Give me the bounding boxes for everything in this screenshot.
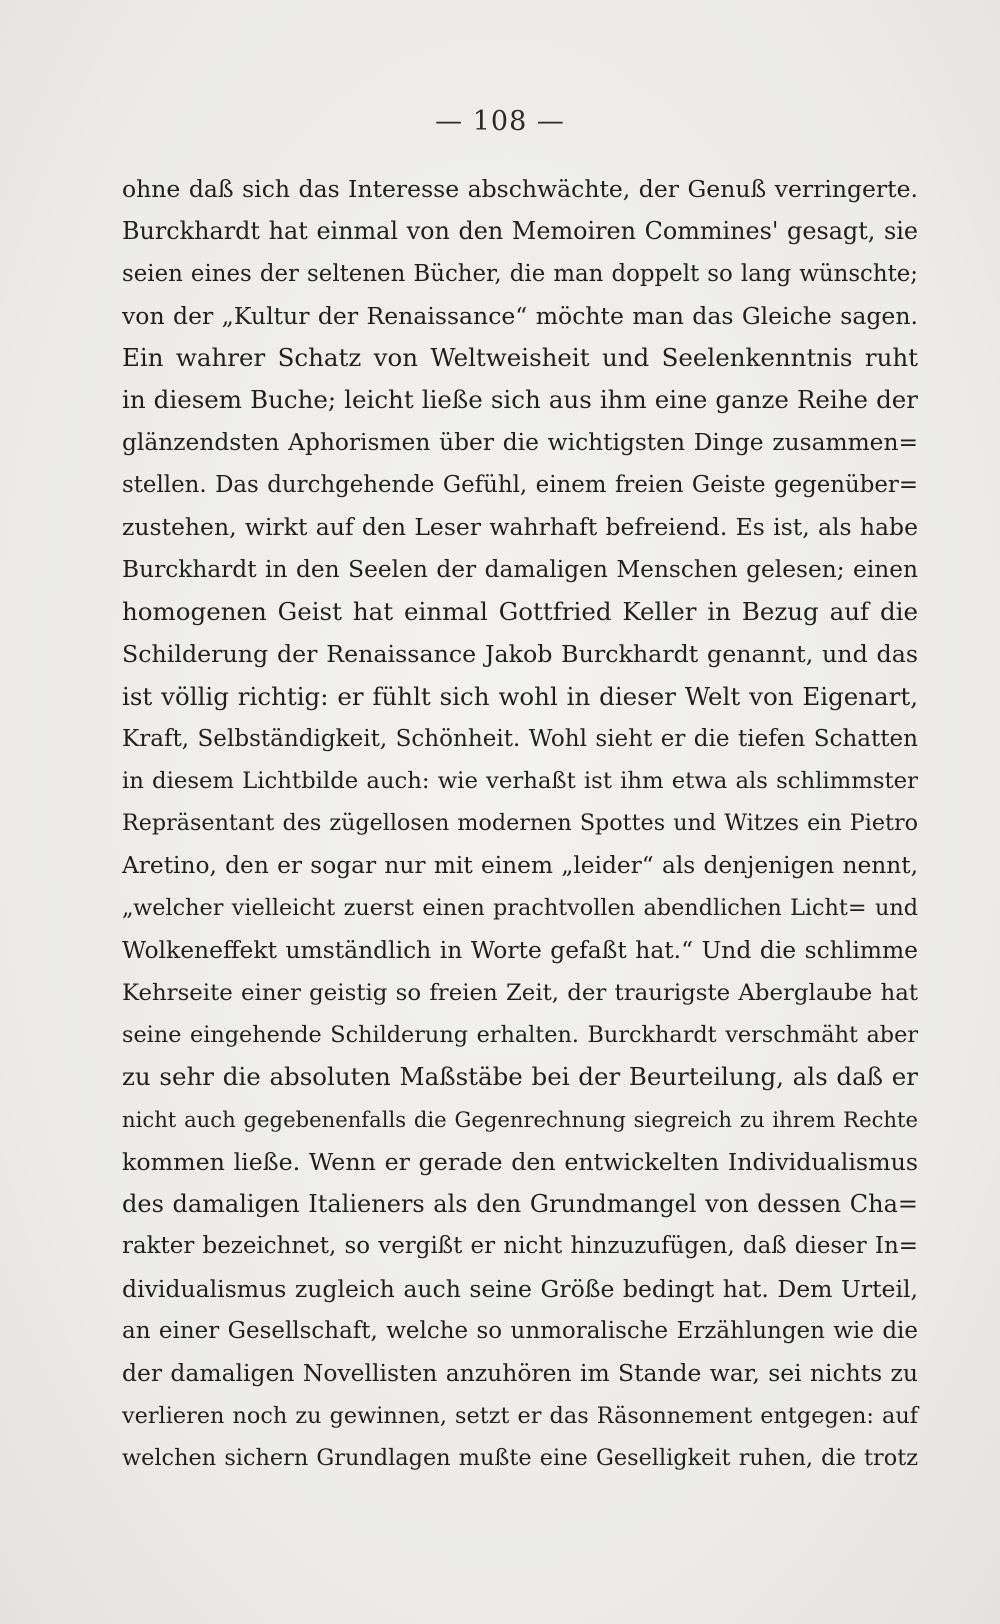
text-line: Schilderung der Renaissance Jakob Burckhardt genannt, und das bbox=[122, 640, 918, 669]
text-line: Burckhardt in den Seelen der damaligen Menschen gelesen; einen bbox=[122, 555, 918, 583]
text-line: Repräsentant des zügellosen modernen Spottes und Witzes ein Pietro bbox=[122, 810, 918, 837]
text-line: in diesem Lichtbilde auch: wie verhaßt ist ihm etwa als schlimmster bbox=[122, 768, 918, 795]
text-line: Aretino, den er sogar nur mit einem „leider“ als denjenigen nennt, bbox=[122, 851, 918, 879]
text-line: Kraft, Selbständigkeit, Schönheit. Wohl sieht er die tiefen Schatten bbox=[122, 725, 918, 752]
text-line: seien eines der seltenen Bücher, die man doppelt so lang wünschte; bbox=[122, 260, 918, 287]
text-line: Burckhardt hat einmal von den Memoiren Commines' gesagt, sie bbox=[122, 217, 918, 246]
text-line: „welcher vielleicht zuerst einen prachtvollen abendlichen Licht= und bbox=[122, 895, 918, 922]
text-line: Wolkeneffekt umständlich in Worte gefaßt hat.“ Und die schlimme bbox=[122, 936, 918, 965]
page-number: — 108 — bbox=[435, 106, 565, 137]
text-line: verlieren noch zu gewinnen, setzt er das Räsonnement entgegen: auf bbox=[122, 1402, 918, 1429]
text-line: dividualismus zugleich auch seine Größe bedingt hat. Dem Urteil, bbox=[122, 1274, 918, 1303]
text-line: homogenen Geist hat einmal Gottfried Keller in Bezug auf die bbox=[122, 596, 918, 626]
text-line: in diesem Buche; leicht ließe sich aus ihm eine ganze Reihe der bbox=[122, 385, 918, 415]
text-line: von der „Kultur der Renaissance“ möchte man das Gleiche sagen. bbox=[122, 301, 918, 330]
text-line: des damaligen Italieners als den Grundmangel von dessen Cha= bbox=[122, 1190, 918, 1219]
text-line: Ein wahrer Schatz von Weltweisheit und Seelenkenntnis ruht bbox=[122, 343, 918, 373]
text-line: kommen ließe. Wenn er gerade den entwickelten Individualismus bbox=[122, 1147, 918, 1176]
text-line: seine eingehende Schilderung erhalten. Burckhardt verschmäht aber bbox=[122, 1021, 918, 1048]
text-line: der damaligen Novellisten anzuhören im Stande war, sei nichts zu bbox=[122, 1359, 918, 1388]
text-line: zustehen, wirkt auf den Leser wahrhaft befreiend. Es ist, als habe bbox=[122, 513, 918, 542]
text-line: ohne daß sich das Interesse abschwächte, der Genuß verringerte. bbox=[122, 175, 918, 203]
text-line: nicht auch gegebenenfalls die Gegenrechnung siegreich zu ihrem Rechte bbox=[122, 1106, 918, 1132]
body-text bbox=[122, 168, 918, 1479]
text-line: an einer Gesellschaft, welche so unmoralische Erzählungen wie die bbox=[122, 1318, 918, 1345]
text-line: glänzendsten Aphorismen über die wichtigsten Dinge zusammen= bbox=[122, 428, 918, 456]
text-line: zu sehr die absoluten Maßstäbe bei der Beurteilung, als daß er bbox=[122, 1062, 918, 1092]
text-line: welchen sichern Grundlagen mußte eine Geselligkeit ruhen, die trotz bbox=[122, 1444, 918, 1471]
text-line: Kehrseite einer geistig so freien Zeit, der traurigste Aberglaube hat bbox=[122, 979, 918, 1006]
text-line: ist völlig richtig: er fühlt sich wohl in dieser Welt von Eigenart, bbox=[122, 681, 918, 711]
text-line: rakter bezeichnet, so vergißt er nicht hinzuzufügen, daß dieser In= bbox=[122, 1233, 918, 1260]
text-line: stellen. Das durchgehende Gefühl, einem freien Geiste gegenüber= bbox=[122, 472, 918, 499]
